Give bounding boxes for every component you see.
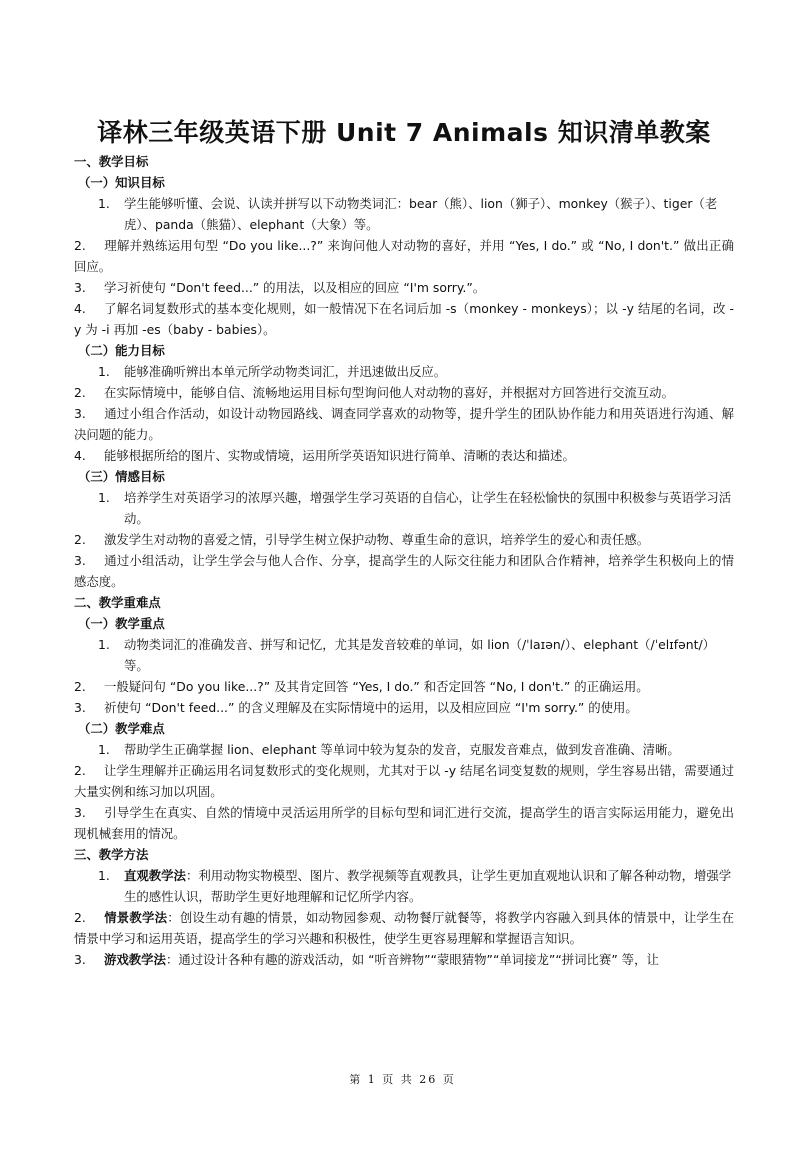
item-number: 2. — [74, 238, 86, 253]
list-item — [74, 361, 734, 382]
item-number: 3. — [74, 952, 86, 967]
item-text: 学生能够听懂、会说、认读并拼写以下动物类词汇：bear（熊）、lion（狮子）、monkey（猴子）、tiger（老虎）、panda（熊猫）、elephant（大象）等。 — [124, 196, 718, 232]
item-number: 2. — [74, 679, 86, 694]
item-number: 1. — [98, 868, 110, 883]
list-item — [74, 193, 734, 235]
list-item — [74, 487, 734, 529]
item-number: 1. — [98, 364, 110, 379]
list-item — [74, 634, 734, 676]
list-item — [74, 298, 734, 340]
list-item — [74, 739, 734, 760]
list-item — [74, 676, 734, 697]
list-item — [74, 865, 734, 907]
section-heading-key-points: 二、教学重难点 — [74, 595, 161, 610]
item-number: 3. — [74, 805, 86, 820]
page-footer: 第 1 页 共 26 页 — [349, 1073, 456, 1086]
list-item — [74, 907, 734, 949]
item-number: 2. — [74, 763, 86, 778]
item-number: 3. — [74, 700, 86, 715]
method-name: 直观教学法 — [124, 868, 186, 883]
item-text: 能够根据所给的图片、实物或情境，运用所学英语知识进行简单、清晰的表达和描述。 — [104, 448, 575, 463]
list-item — [74, 445, 734, 466]
subheading-emotion-goals: （三）情感目标 — [78, 469, 165, 484]
document-body — [74, 151, 734, 970]
method-name: 游戏教学法 — [104, 952, 166, 967]
item-text: 让学生理解并正确运用名词复数形式的变化规则，尤其对于以 -y 结尾名词变复数的规则，学生容易出错，需要通过大量实例和练习加以巩固。 — [74, 763, 734, 799]
item-number: 2. — [74, 532, 86, 547]
item-text: 动物类词汇的准确发音、拼写和记忆，尤其是发音较难的单词，如 lion（/ˈlaɪən/）、elephant（/ˈelɪfənt/）等。 — [124, 637, 716, 673]
item-number: 4. — [74, 448, 86, 463]
item-number: 2. — [74, 910, 86, 925]
list-item — [74, 760, 734, 802]
subheading-knowledge-goals: （一）知识目标 — [78, 175, 165, 190]
item-text: 能够准确听辨出本单元所学动物类词汇，并迅速做出反应。 — [124, 364, 447, 379]
item-text: 一般疑问句 “Do you like...?” 及其肯定回答 “Yes, I do.” 和否定回答 “No, I don't.” 的正确运用。 — [104, 679, 649, 694]
method-name: 情景教学法 — [104, 910, 168, 925]
item-number: 3. — [74, 406, 86, 421]
list-item — [74, 403, 734, 445]
item-text: 通过小组活动，让学生学会与他人合作、分享，提高学生的人际交往能力和团队合作精神，培养学生积极向上的情感态度。 — [74, 553, 734, 589]
item-text: 祈使句 “Don't feed...” 的含义理解及在实际情境中的运用，以及相应回应 “I'm sorry.” 的使用。 — [104, 700, 638, 715]
list-item — [74, 550, 734, 592]
document-title: 译林三年级英语下册 Unit 7 Animals 知识清单教案 — [97, 118, 711, 147]
item-text: 帮助学生正确掌握 lion、elephant 等单词中较为复杂的发音，克服发音难点，做到发音准确、清晰。 — [124, 742, 680, 757]
item-text: 学习祈使句 “Don't feed...” 的用法，以及相应的回应 “I'm sorry.”。 — [104, 280, 486, 295]
list-item — [74, 697, 734, 718]
item-text: ：创设生动有趣的情景，如动物园参观、动物餐厅就餐等，将教学内容融入到具体的情景中，让学生在情景中学习和运用英语，提高学生的学习兴趣和积极性，使学生更容易理解和掌握语言知识。 — [74, 910, 735, 946]
item-text: 在实际情境中，能够自信、流畅地运用目标句型询问他人对动物的喜好，并根据对方回答进行交流互动。 — [104, 385, 674, 400]
list-item — [74, 529, 734, 550]
item-number: 4. — [74, 301, 86, 316]
item-number: 1. — [98, 637, 110, 652]
item-text: 了解名词复数形式的基本变化规则，如一般情况下在名词后加 -s（monkey - monkeys）；以 -y 结尾的名词，改 -y 为 -i 再加 -es（baby - babies）。 — [74, 301, 734, 337]
item-number: 1. — [98, 196, 110, 211]
item-number: 2. — [74, 385, 86, 400]
list-item — [74, 277, 734, 298]
item-text: ：通过设计各种有趣的游戏活动，如 “听音辨物”“蒙眼猜物”“单词接龙”“拼词比赛” 等，让 — [165, 952, 659, 967]
item-number: 1. — [98, 742, 110, 757]
item-text: 通过小组合作活动，如设计动物园路线、调查同学喜欢的动物等，提升学生的团队协作能力和用英语进行沟通、解决问题的能力。 — [74, 406, 734, 442]
item-number: 3. — [74, 280, 86, 295]
item-text: 引导学生在真实、自然的情境中灵活运用所学的目标句型和词汇进行交流，提高学生的语言实际运用能力，避免出现机械套用的情况。 — [74, 805, 734, 841]
list-item — [74, 949, 734, 970]
item-number: 1. — [98, 490, 110, 505]
list-item — [74, 802, 734, 844]
item-text: 激发学生对动物的喜爱之情，引导学生树立保护动物、尊重生命的意识，培养学生的爱心和责任感。 — [104, 532, 650, 547]
list-item — [74, 382, 734, 403]
list-item — [74, 235, 734, 277]
item-number: 3. — [74, 553, 86, 568]
subheading-ability-goals: （二）能力目标 — [78, 343, 165, 358]
subheading-key-points: （一）教学重点 — [78, 616, 165, 631]
item-text: 培养学生对英语学习的浓厚兴趣，增强学生学习英语的自信心，让学生在轻松愉快的氛围中积极参与英语学习活动。 — [124, 490, 732, 526]
section-heading-methods: 三、教学方法 — [74, 847, 149, 862]
subheading-difficulties: （二）教学难点 — [78, 721, 165, 736]
item-text: ：利用动物实物模型、图片、教学视频等直观教具，让学生更加直观地认识和了解各种动物，增强学生的感性认识，帮助学生更好地理解和记忆所学内容。 — [124, 868, 732, 904]
item-text: 理解并熟练运用句型 “Do you like...?” 来询问他人对动物的喜好，并用 “Yes, I do.” 或 “No, I don't.” 做出正确回应。 — [74, 238, 734, 274]
section-heading-goals: 一、教学目标 — [74, 154, 149, 169]
